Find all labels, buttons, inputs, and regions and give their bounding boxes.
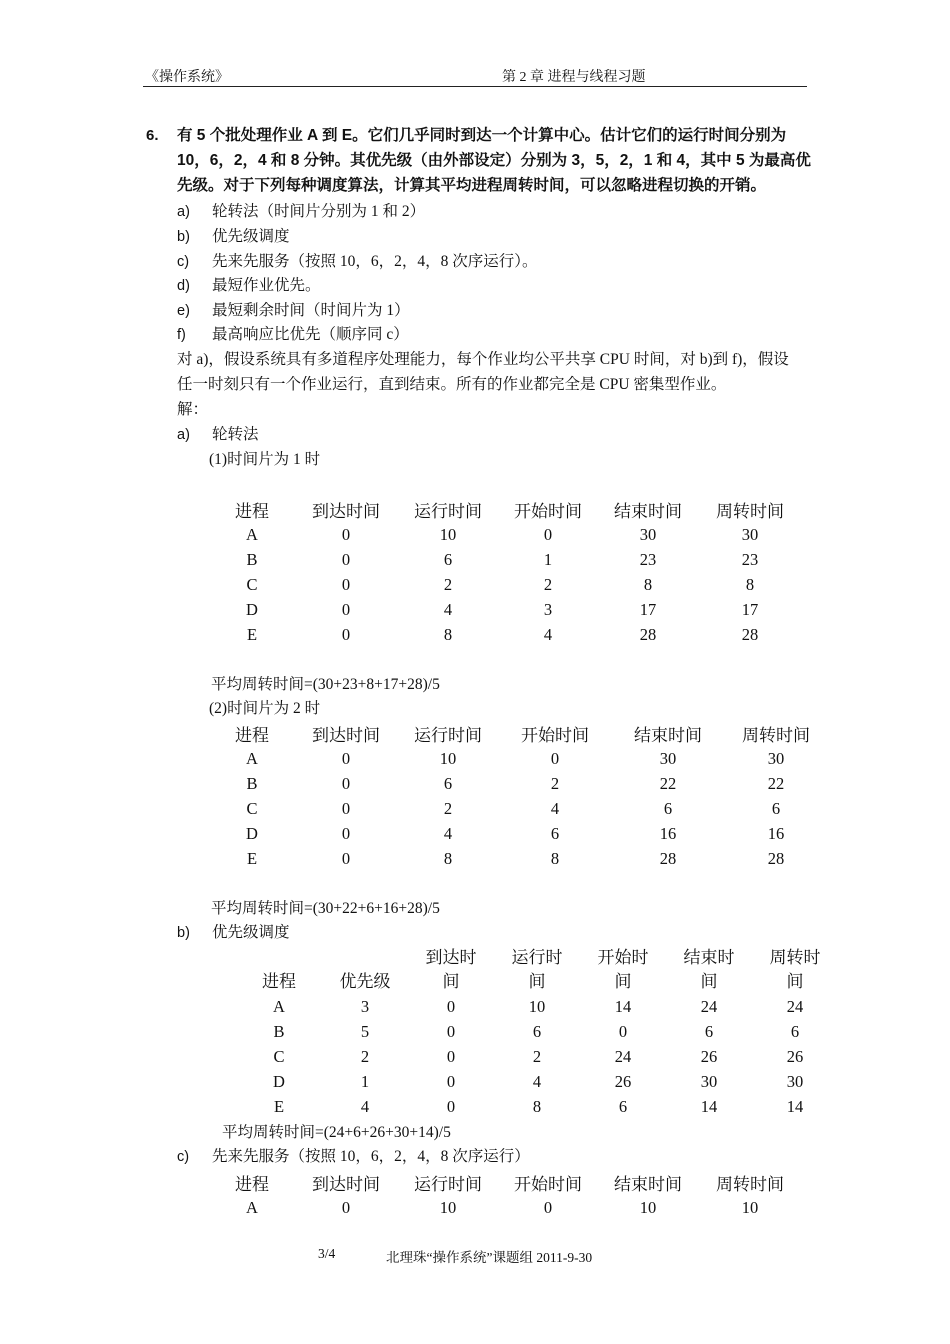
table-cell: 0	[341, 624, 351, 644]
table-cell: 26	[786, 1046, 804, 1066]
table-cell: 2	[443, 798, 453, 818]
option-text: 最短剩余时间（时间片为 1）	[212, 302, 410, 319]
rr-q1-average: 平均周转时间=(30+23+8+17+28)/5	[211, 676, 440, 693]
table-cell: 6	[790, 1021, 800, 1041]
table-cell: 0	[341, 848, 351, 868]
table-cell: 0	[446, 1071, 456, 1091]
footer-credit: 北理珠“操作系统”课题组 2011-9-30	[386, 1250, 593, 1265]
table-cell: 30	[741, 524, 759, 544]
section-b-title: 优先级调度	[212, 924, 290, 941]
table-cell: B	[246, 773, 258, 793]
table-header-row	[236, 946, 838, 994]
column-header: 运行时间	[414, 502, 482, 521]
table-cell: 8	[443, 848, 453, 868]
table-cell: 23	[639, 549, 657, 569]
question-text: 有 5 个批处理作业 A 到 E。它们几乎同时到达一个计算中心。估计它们的运行时间分别为 10，6，2，4 和 8 分钟。其优先级（由外部设定）分别为 3，5，2，1 和 4，其中 5 为最高优先级。对于下列每种调度算法，计算其平均进程周转时间，可以忽略进程切换的开销。	[177, 127, 811, 194]
table-cell: 6	[443, 773, 453, 793]
table-cell: 5	[360, 1021, 370, 1041]
priority-table	[236, 946, 838, 1119]
table-cell: 8	[745, 574, 755, 594]
table-row	[210, 547, 802, 572]
table-cell: 4	[543, 624, 553, 644]
table-cell: 22	[659, 773, 677, 793]
table-cell: A	[246, 748, 258, 768]
table-cell: 0	[341, 773, 351, 793]
option-text: 轮转法（时间片分别为 1 和 2）	[212, 203, 426, 220]
table-row	[236, 1019, 838, 1044]
column-header: 开始时 间	[597, 948, 649, 991]
table-cell: 0	[341, 599, 351, 619]
option-label: d)	[177, 278, 190, 294]
table-cell: 16	[767, 823, 785, 843]
table-row	[210, 1195, 802, 1220]
table-cell: E	[246, 848, 258, 868]
table-cell: 6	[663, 798, 673, 818]
table-cell: 0	[550, 748, 560, 768]
option-label: c)	[177, 254, 190, 270]
column-header: 周转时 间	[769, 948, 821, 991]
table-cell: 2	[532, 1046, 542, 1066]
column-header: 到达时间	[312, 502, 380, 521]
table-cell: 2	[443, 574, 453, 594]
table-cell: 4	[443, 823, 453, 843]
section-a-label: a)	[177, 427, 190, 443]
option-text: 先来先服务（按照 10，6，2，4，8 次序运行）。	[212, 253, 538, 270]
question-number: 6.	[146, 127, 159, 144]
column-header: 结束时间	[634, 726, 702, 745]
table-cell: 0	[543, 524, 553, 544]
table-cell: 6	[443, 549, 453, 569]
column-header: 进程	[235, 726, 269, 745]
table-cell: D	[273, 1071, 285, 1091]
table-cell: A	[273, 996, 285, 1016]
table-row	[236, 994, 838, 1019]
table-cell: D	[246, 599, 258, 619]
table-header-row	[210, 721, 828, 746]
table-cell: C	[273, 1046, 285, 1066]
column-header: 周转时间	[742, 726, 810, 745]
table-cell: 30	[767, 748, 785, 768]
table-cell: 0	[341, 524, 351, 544]
option-text: 最短作业优先。	[212, 277, 321, 294]
table-cell: 23	[741, 549, 759, 569]
table-row	[210, 572, 802, 597]
table-cell: E	[273, 1096, 285, 1116]
table-cell: 3	[360, 996, 370, 1016]
table-cell: 0	[618, 1021, 628, 1041]
table-cell: 10	[439, 748, 457, 768]
table-cell: 1	[360, 1071, 370, 1091]
option-label: b)	[177, 229, 190, 245]
column-header: 周转时间	[716, 502, 784, 521]
table-cell: 30	[639, 524, 657, 544]
option-label: f)	[177, 327, 186, 343]
section-b-label: b)	[177, 925, 190, 941]
table-cell: 0	[543, 1197, 553, 1217]
table-cell: C	[246, 798, 258, 818]
table-row	[210, 821, 828, 846]
table-cell: E	[246, 624, 258, 644]
column-header: 开始时间	[521, 726, 589, 745]
section-a-title: 轮转法	[212, 426, 259, 443]
table-cell: 8	[643, 574, 653, 594]
priority-average: 平均周转时间=(24+6+26+30+14)/5	[222, 1124, 451, 1141]
column-header: 结束时间	[614, 1175, 682, 1194]
table-cell: 0	[341, 1197, 351, 1217]
table-row	[210, 522, 802, 547]
table-cell: 30	[786, 1071, 804, 1091]
table-cell: 6	[771, 798, 781, 818]
table-header-row	[210, 497, 802, 522]
page-number: 3/4	[318, 1246, 336, 1261]
table-row	[210, 597, 802, 622]
table-cell: 30	[659, 748, 677, 768]
table-cell: 6	[550, 823, 560, 843]
table-cell: 8	[532, 1096, 542, 1116]
column-header: 周转时间	[716, 1175, 784, 1194]
page-header	[145, 66, 807, 88]
table-cell: 10	[741, 1197, 759, 1217]
table-cell: 14	[614, 996, 632, 1016]
table-cell: 0	[341, 748, 351, 768]
table-cell: 28	[767, 848, 785, 868]
table-cell: 2	[543, 574, 553, 594]
column-header: 进程	[235, 1175, 269, 1194]
header-rule	[143, 86, 807, 87]
table-cell: B	[246, 549, 258, 569]
table-cell: 14	[700, 1096, 718, 1116]
column-header: 运行时 间	[511, 948, 563, 991]
table-cell: 0	[446, 1096, 456, 1116]
table-row	[210, 796, 828, 821]
table-cell: 2	[360, 1046, 370, 1066]
table-cell: 24	[614, 1046, 632, 1066]
table-cell: 6	[532, 1021, 542, 1041]
rr-q2-title: (2)时间片为 2 时	[209, 700, 321, 717]
table-cell: 0	[446, 996, 456, 1016]
table-cell: B	[273, 1021, 285, 1041]
option-text: 最高响应比优先（顺序同 c）	[212, 326, 409, 343]
table-cell: 17	[741, 599, 759, 619]
table-row	[236, 1044, 838, 1069]
rr-q1-table	[210, 497, 802, 647]
column-header: 优先级	[339, 972, 391, 991]
table-cell: 6	[704, 1021, 714, 1041]
table-cell: 10	[528, 996, 546, 1016]
table-row	[210, 771, 828, 796]
rr-q1-title: (1)时间片为 1 时	[209, 451, 321, 468]
table-row	[210, 746, 828, 771]
table-row	[210, 846, 828, 871]
column-header: 到达时间	[312, 1175, 380, 1194]
table-cell: 16	[659, 823, 677, 843]
assumption-line-1: 对 a)，假设系统具有多道程序处理能力，每个作业均公平共享 CPU 时间，对 b)到 f)，假设	[177, 351, 789, 368]
table-cell: A	[246, 1197, 258, 1217]
table-cell: 0	[341, 549, 351, 569]
column-header: 开始时间	[514, 502, 582, 521]
section-c-label: c)	[177, 1149, 190, 1165]
option-label: e)	[177, 303, 190, 319]
column-header: 结束时间	[614, 502, 682, 521]
rr-q2-table	[210, 721, 828, 871]
table-cell: 0	[341, 574, 351, 594]
table-cell: 30	[700, 1071, 718, 1091]
table-row	[210, 622, 802, 647]
column-header: 进程	[262, 972, 296, 991]
column-header: 开始时间	[514, 1175, 582, 1194]
table-cell: C	[246, 574, 258, 594]
table-cell: 0	[341, 823, 351, 843]
table-header-row	[210, 1170, 802, 1195]
table-row	[236, 1069, 838, 1094]
table-cell: 10	[439, 524, 457, 544]
option-text: 优先级调度	[212, 228, 290, 245]
table-cell: 10	[639, 1197, 657, 1217]
table-cell: 17	[639, 599, 657, 619]
table-cell: 4	[443, 599, 453, 619]
table-cell: 28	[639, 624, 657, 644]
table-cell: 24	[700, 996, 718, 1016]
header-book-title: 《操作系统》	[145, 70, 229, 85]
column-header: 结束时 间	[683, 948, 735, 991]
table-cell: 26	[614, 1071, 632, 1091]
table-cell: 8	[550, 848, 560, 868]
table-cell: 4	[532, 1071, 542, 1091]
table-cell: 4	[550, 798, 560, 818]
header-chapter-title: 第 2 章 进程与线程习题	[502, 70, 646, 85]
table-cell: 14	[786, 1096, 804, 1116]
table-cell: 1	[543, 549, 553, 569]
table-cell: D	[246, 823, 258, 843]
table-cell: 22	[767, 773, 785, 793]
table-cell: A	[246, 524, 258, 544]
table-cell: 10	[439, 1197, 457, 1217]
option-label: a)	[177, 204, 190, 220]
table-cell: 0	[446, 1046, 456, 1066]
column-header: 进程	[235, 502, 269, 521]
table-cell: 4	[360, 1096, 370, 1116]
table-cell: 0	[446, 1021, 456, 1041]
table-cell: 24	[786, 996, 804, 1016]
table-cell: 0	[341, 798, 351, 818]
column-header: 运行时间	[414, 1175, 482, 1194]
assumption-line-2: 任一时刻只有一个作业运行，直到结束。所有的作业都完全是 CPU 密集型作业。	[177, 376, 727, 393]
table-cell: 28	[741, 624, 759, 644]
table-cell: 28	[659, 848, 677, 868]
solution-heading: 解：	[177, 401, 209, 418]
column-header: 到达时间	[312, 726, 380, 745]
section-c-title: 先来先服务（按照 10，6，2，4，8 次序运行）	[212, 1148, 530, 1165]
column-header: 到达时 间	[425, 948, 477, 991]
table-cell: 6	[618, 1096, 628, 1116]
fcfs-table	[210, 1170, 802, 1220]
table-cell: 3	[543, 599, 553, 619]
rr-q2-average: 平均周转时间=(30+22+6+16+28)/5	[211, 900, 440, 917]
table-cell: 2	[550, 773, 560, 793]
table-cell: 8	[443, 624, 453, 644]
table-row	[236, 1094, 838, 1119]
table-cell: 26	[700, 1046, 718, 1066]
column-header: 运行时间	[414, 726, 482, 745]
